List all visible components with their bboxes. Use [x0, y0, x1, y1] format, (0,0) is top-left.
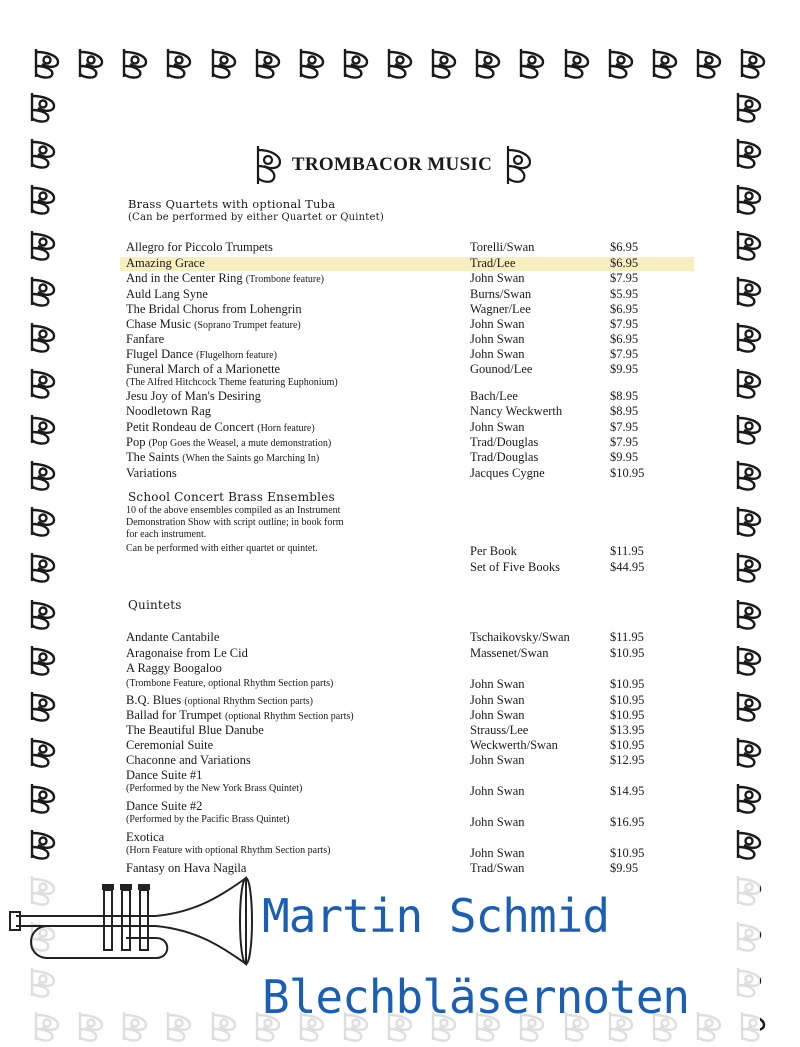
- piece-title: [126, 753, 251, 768]
- quartets-heading-text: Brass Quartets with optional Tuba: [128, 197, 336, 211]
- list-item: [126, 240, 656, 255]
- list-item: [126, 768, 656, 783]
- title-text: And in the Center Ring: [126, 271, 243, 285]
- border-ornament-icon: [732, 504, 766, 538]
- border-ornament-icon: [471, 46, 505, 80]
- list-item: [126, 317, 656, 332]
- title-note: (optional Rhythm Section parts): [224, 711, 354, 722]
- piece-title: [126, 435, 331, 451]
- list-item: [126, 846, 656, 861]
- price: $9.95: [610, 362, 639, 376]
- border-ornament-icon: [26, 274, 60, 308]
- price: $10.95: [610, 646, 645, 660]
- list-item: [126, 830, 656, 845]
- border-ornament-icon: [339, 46, 373, 80]
- price: $10.95: [610, 846, 645, 860]
- list-item: [126, 302, 656, 317]
- list-item: [126, 362, 656, 377]
- page-title: [232, 140, 552, 190]
- watermark-line2: Blechbläsernoten: [262, 970, 690, 1024]
- title-note: (Horn feature): [257, 423, 315, 434]
- school-desc: for each instrument.: [126, 529, 207, 540]
- composer: John Swan: [470, 347, 525, 361]
- title-text: Dance Suite #1: [126, 768, 203, 782]
- title-text: A Raggy Boogaloo: [126, 661, 222, 675]
- list-item: [126, 646, 656, 661]
- title-text: Chaconne and Variations: [126, 753, 251, 767]
- piece-title: [126, 768, 202, 783]
- border-right: [728, 90, 770, 999]
- border-ornament-icon: [26, 689, 60, 723]
- composer: Bach/Lee: [470, 389, 518, 403]
- composer: Torelli/Swan: [470, 240, 535, 254]
- border-ornament-icon: [383, 46, 417, 80]
- composer: John Swan: [470, 753, 525, 767]
- title-text: Jesu Joy of Man's Desiring: [126, 389, 261, 403]
- title-text: Pop: [126, 435, 146, 449]
- list-item: [126, 661, 656, 676]
- border-ornament-icon: [251, 46, 285, 80]
- trombone-ornament-icon: [250, 144, 284, 186]
- price: $16.95: [610, 815, 645, 829]
- border-ornament-icon: [732, 827, 766, 861]
- price: $10.95: [610, 466, 645, 480]
- border-ornament-icon: [560, 46, 594, 80]
- price: $10.95: [610, 693, 645, 707]
- border-ornament-icon: [26, 643, 60, 677]
- quartets-heading: [128, 198, 384, 224]
- composer: Burns/Swan: [470, 287, 532, 301]
- piece-title: [126, 404, 211, 419]
- title-text: The Beautiful Blue Danube: [126, 723, 264, 737]
- border-ornament-icon: [295, 46, 329, 80]
- border-ornament-icon: [732, 90, 766, 124]
- composer: John Swan: [470, 693, 525, 707]
- list-item: [126, 389, 656, 404]
- piece-title: [126, 661, 222, 676]
- title-text: Allegro for Piccolo Trumpets: [126, 240, 273, 254]
- dance1-note: (Performed by the New York Brass Quintet): [126, 783, 303, 794]
- piece-title: [126, 271, 324, 287]
- price: $7.95: [610, 420, 639, 434]
- border-ornament-icon: [604, 46, 638, 80]
- title-note: (Soprano Trumpet feature): [194, 320, 301, 331]
- list-item: [126, 693, 656, 708]
- border-ornament-icon: [26, 412, 60, 446]
- price: $14.95: [610, 784, 645, 798]
- price-option: Set of Five Books: [470, 560, 560, 574]
- watermark-line1: Martin Schmid: [262, 889, 610, 943]
- composer: Trad/Swan: [470, 861, 525, 875]
- piece-title: [126, 708, 354, 724]
- border-ornament-icon: [118, 46, 152, 80]
- quintets-heading: Quintets: [128, 598, 182, 612]
- title-text: Andante Cantabile: [126, 630, 220, 644]
- price: $13.95: [610, 723, 645, 737]
- school-desc: Demonstration Show with script outline; in book form: [126, 517, 344, 528]
- border-ornament-icon: [732, 550, 766, 584]
- composer: John Swan: [470, 815, 525, 829]
- dance2-note: (Performed by the Pacific Brass Quintet): [126, 814, 290, 825]
- title-text: Exotica: [126, 830, 165, 844]
- piece-title: [126, 450, 319, 466]
- exotica-note: (Horn Feature with optional Rhythm Section parts): [126, 845, 331, 856]
- price: $10.95: [610, 677, 645, 691]
- price: $5.95: [610, 287, 639, 301]
- border-ornament-icon: [515, 46, 549, 80]
- piece-title: [126, 347, 277, 363]
- piece-title: [126, 738, 213, 753]
- title-note: (Trombone feature): [245, 274, 324, 285]
- title-text: Fanfare: [126, 332, 165, 346]
- price: $7.95: [610, 271, 639, 285]
- title-text: Fantasy on Hava Nagila: [126, 861, 247, 875]
- composer: Gounod/Lee: [470, 362, 533, 376]
- composer: John Swan: [470, 420, 525, 434]
- border-ornament-icon: [732, 320, 766, 354]
- trombone-ornament-icon: [500, 144, 534, 186]
- title-note: (Flugelhorn feature): [196, 350, 277, 361]
- piece-title: [126, 646, 248, 661]
- list-item: [126, 420, 656, 435]
- title-text: Chase Music: [126, 317, 191, 331]
- title-text: B.Q. Blues: [126, 693, 182, 707]
- piece-title: [126, 302, 302, 317]
- title-text: Dance Suite #2: [126, 799, 203, 813]
- list-item: [126, 630, 656, 645]
- piece-title: [126, 420, 315, 436]
- title-text: Ballad for Trumpet: [126, 708, 222, 722]
- composer: John Swan: [470, 677, 525, 691]
- price-row: [126, 544, 656, 559]
- price: $7.95: [610, 347, 639, 361]
- school-heading: School Concert Brass Ensembles: [128, 490, 335, 504]
- price: $10.95: [610, 738, 645, 752]
- border-ornament-icon: [732, 689, 766, 723]
- border-ornament-icon: [732, 274, 766, 308]
- price-row: [126, 560, 656, 575]
- piece-title: [126, 389, 261, 404]
- title-text: Aragonaise from Le Cid: [126, 646, 248, 660]
- price: $10.95: [610, 708, 645, 722]
- school-desc: 10 of the above ensembles compiled as an Instrument: [126, 505, 341, 516]
- border-ornament-icon: [26, 228, 60, 262]
- title-text: Flugel Dance: [126, 347, 193, 361]
- composer: Trad/Douglas: [470, 450, 539, 464]
- border-ornament-icon: [736, 46, 770, 80]
- list-item: [126, 271, 656, 286]
- title-text: The Saints: [126, 450, 180, 464]
- list-item: [126, 256, 656, 271]
- border-ornament-icon: [26, 366, 60, 400]
- price-value: $44.95: [610, 560, 645, 574]
- border-ornament-icon: [26, 597, 60, 631]
- border-ornament-icon: [732, 643, 766, 677]
- border-ornament-icon: [30, 46, 64, 80]
- border-ornament-icon: [26, 182, 60, 216]
- border-ornament-icon: [74, 46, 108, 80]
- list-item: [126, 450, 656, 465]
- composer: Massenet/Swan: [470, 646, 549, 660]
- border-ornament-icon: [732, 366, 766, 400]
- piece-title: [126, 240, 273, 255]
- title-text: Noodletown Rag: [126, 404, 212, 418]
- list-item: [126, 753, 656, 768]
- list-item: [126, 708, 656, 723]
- piece-title: [126, 693, 313, 709]
- border-ornament-icon: [732, 458, 766, 492]
- list-item: [126, 435, 656, 450]
- border-ornament-icon: [732, 412, 766, 446]
- border-ornament-icon: [207, 46, 241, 80]
- title-text: Amazing Grace: [126, 256, 205, 270]
- border-ornament-icon: [26, 735, 60, 769]
- price: $6.95: [610, 240, 639, 254]
- composer: Tschaikovsky/Swan: [470, 630, 570, 644]
- border-ornament-icon: [26, 320, 60, 354]
- piece-title: [126, 630, 219, 645]
- title-text: Petit Rondeau de Concert: [126, 420, 255, 434]
- list-item: [126, 723, 656, 738]
- list-item: [126, 784, 656, 799]
- price: $6.95: [610, 332, 639, 346]
- raggy-note: (Trombone Feature, optional Rhythm Section parts): [126, 678, 334, 689]
- list-item: [126, 677, 656, 692]
- composer: Trad/Lee: [470, 256, 516, 270]
- price: $7.95: [610, 435, 639, 449]
- border-ornament-icon: [26, 827, 60, 861]
- composer: John Swan: [470, 708, 525, 722]
- list-item: [126, 347, 656, 362]
- border-ornament-icon: [732, 735, 766, 769]
- composer: John Swan: [470, 271, 525, 285]
- trumpet-icon: [6, 868, 256, 982]
- border-top: [30, 42, 770, 84]
- title-text: The Bridal Chorus from Lohengrin: [126, 302, 302, 316]
- border-ornament-icon: [648, 46, 682, 80]
- quartets-subheading: (Can be performed by either Quartet or Quintet): [128, 212, 384, 223]
- list-item: [126, 799, 656, 814]
- price: $6.95: [610, 256, 639, 270]
- border-ornament-icon: [732, 182, 766, 216]
- composer: Weckwerth/Swan: [470, 738, 558, 752]
- list-item: [126, 332, 656, 347]
- title-note: (Pop Goes the Weasel, a mute demonstration): [148, 438, 332, 449]
- border-left: [22, 90, 64, 999]
- border-ornament-icon: [732, 136, 766, 170]
- composer: Nancy Weckwerth: [470, 404, 563, 418]
- price: $6.95: [610, 302, 639, 316]
- title-text: TROMBACOR MUSIC: [291, 154, 493, 175]
- price: $9.95: [610, 861, 639, 875]
- title-note: (optional Rhythm Section parts): [184, 696, 313, 707]
- price-value: $11.95: [610, 544, 644, 558]
- composer: Trad/Douglas: [470, 435, 539, 449]
- piece-title: [126, 362, 280, 377]
- funeral-march-note: (The Alfred Hitchcock Theme featuring Euphonium): [126, 377, 338, 388]
- border-ornament-icon: [162, 46, 196, 80]
- title-note: (When the Saints go Marching In): [182, 453, 320, 464]
- school-desc: Can be performed with either quartet or quintet.: [126, 543, 318, 554]
- composer: John Swan: [470, 846, 525, 860]
- border-ornament-icon: [26, 458, 60, 492]
- piece-title: [126, 256, 205, 271]
- price-option: Per Book: [470, 544, 517, 558]
- border-ornament-icon: [26, 90, 60, 124]
- list-item: [126, 738, 656, 753]
- composer: Strauss/Lee: [470, 723, 529, 737]
- piece-title: [126, 466, 177, 481]
- composer: Jacques Cygne: [470, 466, 545, 480]
- list-item: [126, 466, 656, 481]
- piece-title: [126, 830, 164, 845]
- price: $7.95: [610, 317, 639, 331]
- price: $12.95: [610, 753, 645, 767]
- piece-title: [126, 799, 202, 814]
- piece-title: [126, 332, 164, 347]
- list-item: [126, 287, 656, 302]
- title-text: Variations: [126, 466, 177, 480]
- piece-title: [126, 287, 208, 302]
- list-item: [126, 815, 656, 830]
- border-ornament-icon: [732, 781, 766, 815]
- title-text: Auld Lang Syne: [126, 287, 208, 301]
- border-ornament-icon: [732, 228, 766, 262]
- border-ornament-icon: [427, 46, 461, 80]
- price: $8.95: [610, 404, 639, 418]
- composer: John Swan: [470, 317, 525, 331]
- composer: John Swan: [470, 784, 525, 798]
- price: $9.95: [610, 450, 639, 464]
- border-ornament-icon: [26, 136, 60, 170]
- piece-title: [126, 317, 301, 333]
- composer: John Swan: [470, 332, 525, 346]
- price: $11.95: [610, 630, 644, 644]
- border-ornament-icon: [692, 46, 726, 80]
- border-ornament-icon: [732, 597, 766, 631]
- price: $8.95: [610, 389, 639, 403]
- border-ornament-icon: [26, 550, 60, 584]
- border-ornament-icon: [26, 504, 60, 538]
- border-ornament-icon: [26, 781, 60, 815]
- title-text: Ceremonial Suite: [126, 738, 214, 752]
- piece-title: [126, 723, 264, 738]
- title-text: Funeral March of a Marionette: [126, 362, 281, 376]
- composer: Wagner/Lee: [470, 302, 531, 316]
- list-item: [126, 404, 656, 419]
